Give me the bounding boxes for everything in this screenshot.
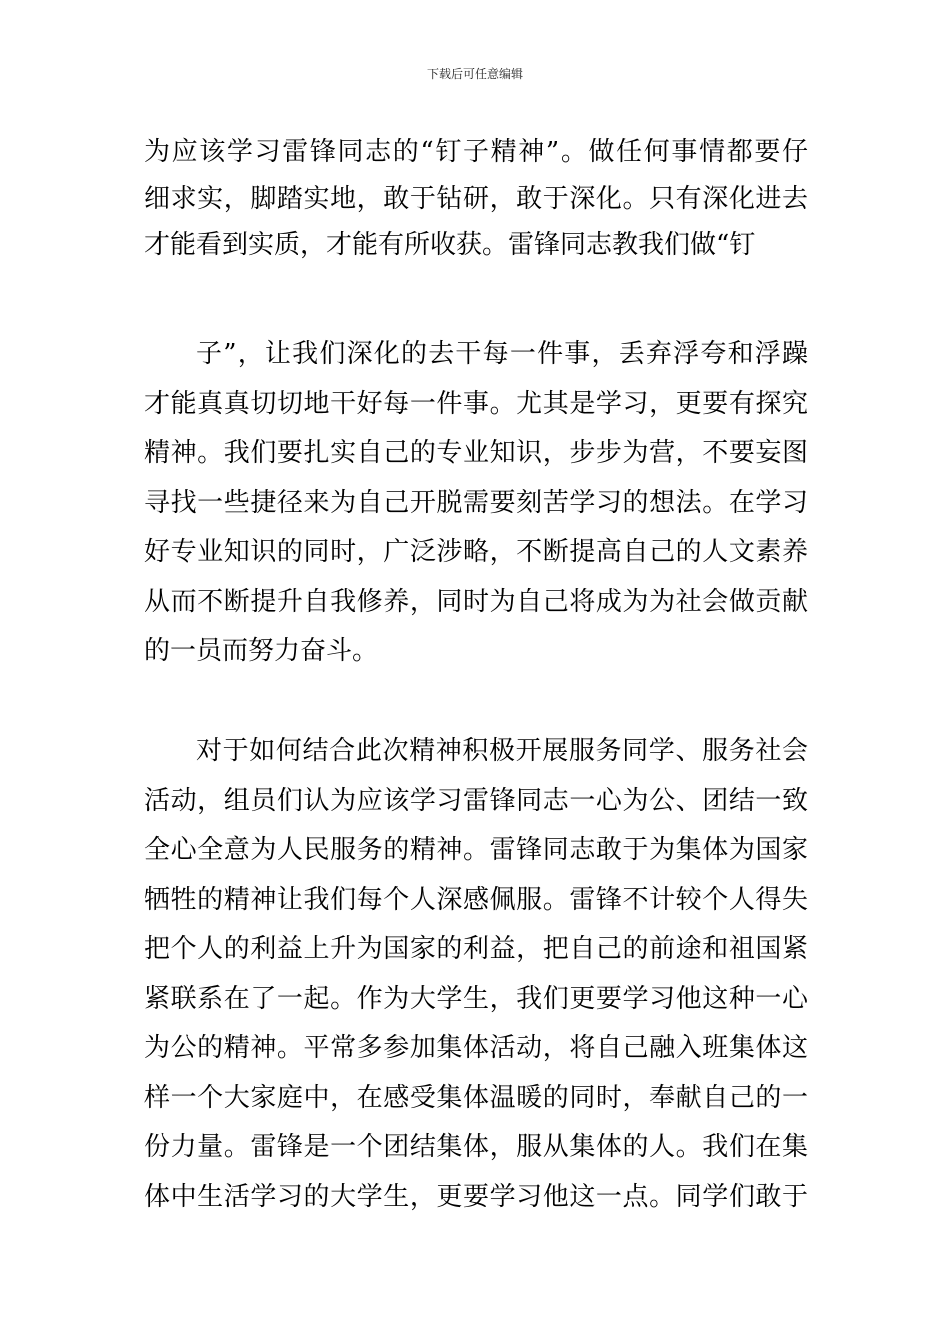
paragraph-line: 紧联系在了一起。作为大学生，我们更要学习他这种一心 [144, 983, 808, 1014]
paragraph-line: 牺牲的精神让我们每个人深感佩服。雷锋不计较个人得失 [144, 884, 808, 915]
paragraph-line: 寻找一些捷径来为自己开脱需要刻苦学习的想法。在学习 [144, 487, 808, 518]
paragraph-line: 样一个大家庭中，在感受集体温暖的同时，奉献自己的一 [144, 1082, 808, 1113]
paragraph-line: 份力量。雷锋是一个团结集体，服从集体的人。我们在集 [144, 1132, 808, 1162]
paragraph-line: 的一员而努力奋斗。 [144, 636, 379, 666]
paragraph-line: 精神。我们要扎实自己的专业知识，步步为营，不要妄图 [144, 438, 808, 468]
paragraph-line: 为公的精神。平常多参加集体活动，将自己融入班集体这 [144, 1033, 808, 1063]
page-header: 下载后可任意编辑 [426, 67, 523, 81]
paragraph-line: 对于如何结合此次精神积极开展服务同学、服务社会 [196, 736, 808, 766]
paragraph-3 [144, 727, 808, 1222]
paragraph-line: 体中生活学习的大学生，更要学习他这一点。同学们敢于 [144, 1181, 808, 1212]
paragraph-line: 细求实，脚踏实地，敢于钻研，敢于深化。只有深化进去 [144, 183, 808, 214]
paragraph-2 [144, 330, 808, 677]
paragraph-line: 好专业知识的同时，广泛涉略，不断提高自己的人文素养 [144, 537, 808, 567]
paragraph-line: 为应该学习雷锋同志的“钉子精神”。做任何事情都要仔 [144, 137, 808, 167]
paragraph-1 [144, 129, 808, 269]
paragraph-line: 活动，组员们认为应该学习雷锋同志一心为公、团结一致 [144, 785, 808, 816]
paragraph-line: 把个人的利益上升为国家的利益，把自己的前途和祖国紧 [144, 934, 808, 964]
paragraph-line: 全心全意为人民服务的精神。雷锋同志敢于为集体为国家 [144, 835, 808, 865]
paragraph-line: 才能看到实质，才能有所收获。雷锋同志教我们做“钉 [144, 230, 756, 260]
paragraph-line: 子”，让我们深化的去干每一件事，丢弃浮夸和浮躁 [196, 339, 808, 369]
paragraph-line: 才能真真切切地干好每一件事。尤其是学习，更要有探究 [144, 388, 808, 419]
paragraph-line: 从而不断提升自我修养，同时为自己将成为为社会做贡献 [144, 586, 808, 617]
